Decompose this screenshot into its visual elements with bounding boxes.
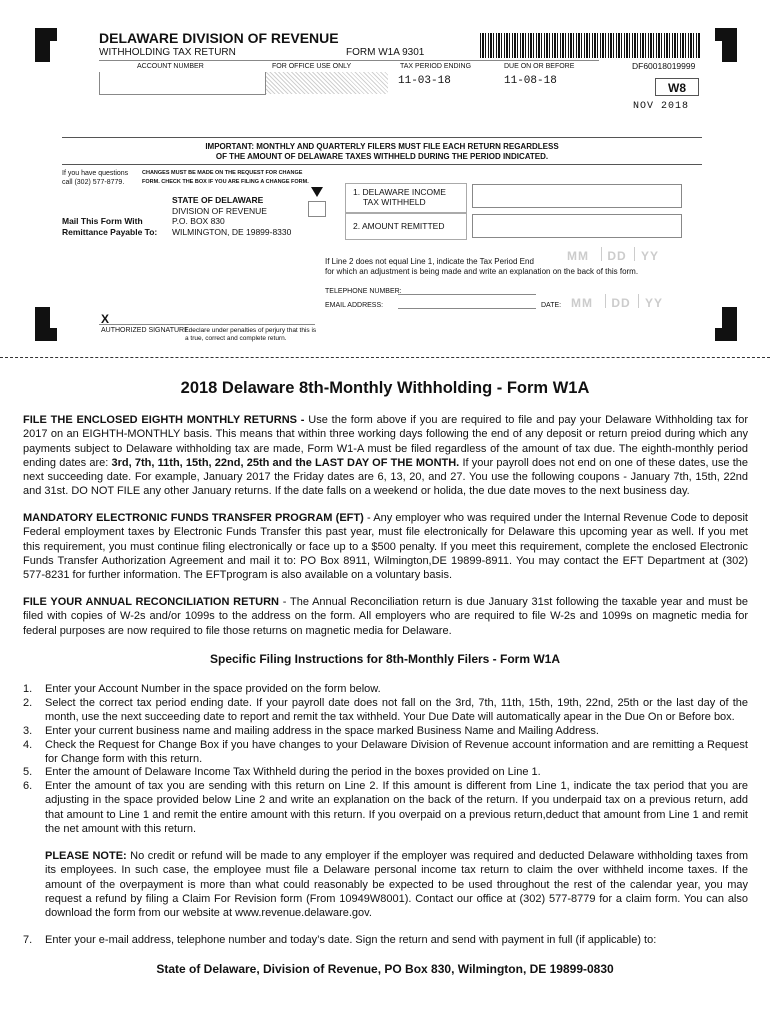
p1-text-a: Use the form above if you are required to file and pay your Delaware Withholding tax for 2017 on an EIGHTH-MONTHLY basis. This means that within three working days following the end of any deposit or return preiod during which any payments subject to Delaware withholding tax are made, Form W1-A must be filed regardless of the amount of tax due. The eighth-monthly period ending dates are:	[23, 414, 749, 469]
date-yy-placeholder: YY	[644, 296, 663, 310]
address-line-4: WILMINGTON, DE 19899-8330	[172, 227, 292, 237]
address-line-3: P.O. BOX 830	[172, 216, 225, 226]
please-note	[45, 849, 748, 920]
down-arrow-icon	[311, 187, 323, 197]
date-mm-placeholder: MM	[571, 296, 593, 310]
date-yy[interactable]	[638, 294, 669, 308]
address-line-2: DIVISION OF REVENUE	[172, 206, 267, 216]
p1-text-b: If your payroll does not end on one of these dates, use the next succeeding date. For example, January 2017 the Friday dates are 6, 13, 20, and 27. You use the following coupons - January 7th, 15th, 22nd and 31st. DO NOT FILE any other January returns. If the date falls on a weekend or holida, the due date moves to the next business day.	[23, 456, 748, 498]
p3-heading: FILE YOUR ANNUAL RECONCILIATION RETURN	[23, 596, 280, 608]
form-number: FORM W1A 9301	[346, 47, 425, 58]
p3-text: - The Annual Reconciliation return is due January 31st following the taxable year and must be filed with copies of W-2s and/or 1099s to the address on the form. All employers who are required to file W-2s and 1099s on magnetic media for federal purposes are now required to file those returns on magnetic media for Delaware.	[23, 596, 748, 637]
line1-label-a: 1. DELAWARE INCOME	[353, 187, 446, 197]
adjust-period-dd[interactable]	[601, 247, 632, 261]
corner-mark-bottom-right-arm	[715, 328, 737, 341]
telephone-label: TELEPHONE NUMBER:	[325, 288, 402, 295]
corner-mark-bottom-left-arm	[35, 328, 57, 341]
email-input[interactable]	[398, 308, 536, 310]
step-number: 5.	[23, 766, 33, 778]
line2-amount-input[interactable]	[472, 214, 682, 238]
corner-mark-top-right-arm	[715, 28, 737, 41]
note-text: No credit or refund will be made to any employer if the employer was required and deducted Delaware withholding taxes from its employees. In such case, the employee must file a Delaware personal income tax return to claim the over withheld income taxes. If the amount of the overpayment is more than what could reasonably be expected to be used throughout the rest of the calendar year, you may request a refund by filing a Claim For Revision form (From 10949W8001). Contact our office at (302) 577-8779 for a claim form. You can also download the form from our website at www.revenue.delaware.gov.	[45, 850, 748, 920]
p1-bold-dates: 3rd, 7th, 11th, 15th, 22nd, 25th and the LAST DAY OF THE MONTH.	[111, 456, 460, 469]
return-type: WITHHOLDING TAX RETURN	[99, 47, 236, 58]
step-text: Enter your Account Number in the space provided on the form below.	[45, 683, 381, 695]
date-dd-placeholder: DD	[611, 296, 631, 310]
step-number: 4.	[23, 739, 33, 751]
date-mm[interactable]	[562, 294, 602, 308]
form-code-box	[655, 78, 699, 96]
step-number: 2.	[23, 697, 33, 709]
p1-heading: FILE THE ENCLOSED EIGHTH MONTHLY RETURNS -	[23, 414, 309, 426]
field-divider-line	[99, 60, 599, 61]
step-number: 7.	[23, 934, 33, 946]
perjury-line-b: a true, correct and complete return.	[185, 335, 287, 342]
office-use-area	[266, 72, 388, 94]
doc-id: DF60018019999	[632, 61, 696, 71]
address-line-1: STATE OF DELAWARE	[172, 195, 264, 205]
step-number: 6.	[23, 780, 33, 792]
corner-mark-top-left-arm	[35, 28, 57, 41]
mail-label-line-2: Remittance Payable To:	[62, 227, 158, 237]
instructions-subtitle: Specific Filing Instructions for 8th-Monthly Filers - Form W1A	[209, 652, 560, 666]
paragraph-eft	[23, 511, 748, 582]
date-label: DATE:	[541, 302, 562, 309]
change-request-checkbox[interactable]	[308, 201, 326, 217]
step-text: Enter your e-mail address, telephone number and today’s date. Sign the return and send with payment in full (if applicable) to:	[45, 934, 657, 946]
step-text: Enter the amount of tax you are sending with this return on Line 2. If this amount is different from Line 1, indicate the tax period that you are adjusting in the space provided below Line 2 and write an explanation on the back of the return. If you underpaid tax on a previous return, add that amount to Line 1 and remit the entire amount with this return. If you overpaid on a previous return,deduct that amount from Line 1 and remit the net amount with this return.	[45, 780, 748, 835]
important-rule-bottom	[62, 164, 702, 165]
adjust-period-yy[interactable]	[634, 247, 665, 261]
account-number-field[interactable]	[99, 72, 266, 95]
questions-line-1: If you have questions	[62, 170, 129, 177]
mail-label-line-1: Mail This Form With	[62, 216, 143, 226]
adjust-yy-placeholder: YY	[640, 249, 659, 263]
adjust-mm-placeholder: MM	[567, 249, 589, 263]
line2-label: 2. AMOUNT REMITTED	[353, 221, 445, 231]
account-number-label: ACCOUNT NUMBER	[137, 63, 204, 70]
step-number: 1.	[23, 683, 33, 695]
agency-title: DELAWARE DIVISION OF REVENUE	[99, 30, 339, 46]
due-date-value: 11-08-18	[504, 75, 557, 87]
tax-period-value: 11-03-18	[398, 75, 451, 87]
note-heading: PLEASE NOTE:	[45, 850, 127, 862]
paragraph-eighth-monthly	[23, 413, 748, 499]
signature-x: X	[101, 312, 110, 326]
office-use-label: FOR OFFICE USE ONLY	[272, 63, 352, 70]
form-code: W8	[668, 81, 686, 95]
line1-amount-input[interactable]	[472, 184, 682, 208]
changes-line-2: FORM. CHECK THE BOX IF YOU ARE FILING A CHANGE FORM.	[142, 179, 309, 185]
p2-heading: MANDATORY ELECTRONIC FUNDS TRANSFER PROGRAM (EFT)	[23, 512, 364, 524]
email-label: EMAIL ADDRESS:	[325, 302, 384, 309]
barcode	[480, 33, 700, 58]
p2-text: - Any employer who was required under the Internal Revenue Code to deposit Federal employment taxes by Electronic Funds Transfer this past year, must file electronically for Delaware this upcoming year as well. If you met this requirement, you must continue filing electronically or face up to a $500 penalty. If you meet this requirement, complete the enclosed Electronic Funds Transfer Authorization Agreement and mail it to: PO Box 8911, Wilmington,DE 19899-8911. You may contact the EFT Department at (302) 577-8231 for further information. The EFTprogram is also available on a voluntary basis.	[23, 512, 748, 582]
telephone-input[interactable]	[398, 294, 536, 296]
paragraph-reconciliation	[23, 595, 748, 638]
signature-label: AUTHORIZED SIGNATURE	[101, 327, 189, 334]
adjust-dd-placeholder: DD	[607, 249, 627, 263]
due-date-label: DUE ON OR BEFORE	[504, 63, 575, 70]
adjustment-note-a: If Line 2 does not equal Line 1, indicate the Tax Period End	[325, 257, 534, 266]
questions-line-2: call (302) 577-8779.	[62, 179, 125, 186]
footer-address: State of Delaware, Division of Revenue, PO Box 830, Wilmington, DE 19899-0830	[156, 962, 614, 976]
date-dd[interactable]	[605, 294, 636, 308]
step-text: Enter the amount of Delaware Income Tax Withheld during the period in the boxes provided on Line 1.	[45, 766, 541, 778]
adjustment-note-b: for which an adjustment is being made and write an explanation on the back of this form.	[325, 267, 639, 276]
important-rule	[62, 137, 702, 138]
step-text: Enter your current business name and mailing address in the space marked Business Name and Mailing Address.	[45, 725, 599, 737]
important-line-2: OF THE AMOUNT OF DELAWARE TAXES WITHHELD DURING THE PERIOD INDICATED.	[215, 152, 549, 161]
step-text: Select the correct tax period ending date. If your payroll date does not fall on the 3rd, 7th, 11th, 15th, 19th, 22nd, 25th or the last day of the month, use the next succeeding date to report and remit the tax withheld. Your Due Date will automatically apear in the Due On or Before box.	[45, 697, 748, 724]
adjust-period-mm[interactable]	[558, 247, 598, 261]
perjury-line-a: I declare under penalties of perjury that this is	[185, 327, 317, 334]
tax-period-label: TAX PERIOD ENDING	[400, 63, 472, 70]
step-text: Check the Request for Change Box if you have changes to your Delaware Division of Revenue account information and are remitting a Request for Change form with this return.	[45, 739, 748, 766]
period-text: NOV 2018	[633, 101, 690, 112]
line1-label-b: TAX WITHHELD	[363, 197, 426, 207]
tear-line	[0, 357, 770, 358]
important-line-1: IMPORTANT: MONTHLY AND QUARTERLY FILERS MUST FILE EACH RETURN REGARDLESS	[205, 142, 559, 151]
changes-line-1: CHANGES MUST BE MADE ON THE REQUEST FOR CHANGE	[142, 170, 303, 176]
step-number: 3.	[23, 725, 33, 737]
instructions-title: 2018 Delaware 8th-Monthly Withholding - Form W1A	[180, 379, 590, 397]
